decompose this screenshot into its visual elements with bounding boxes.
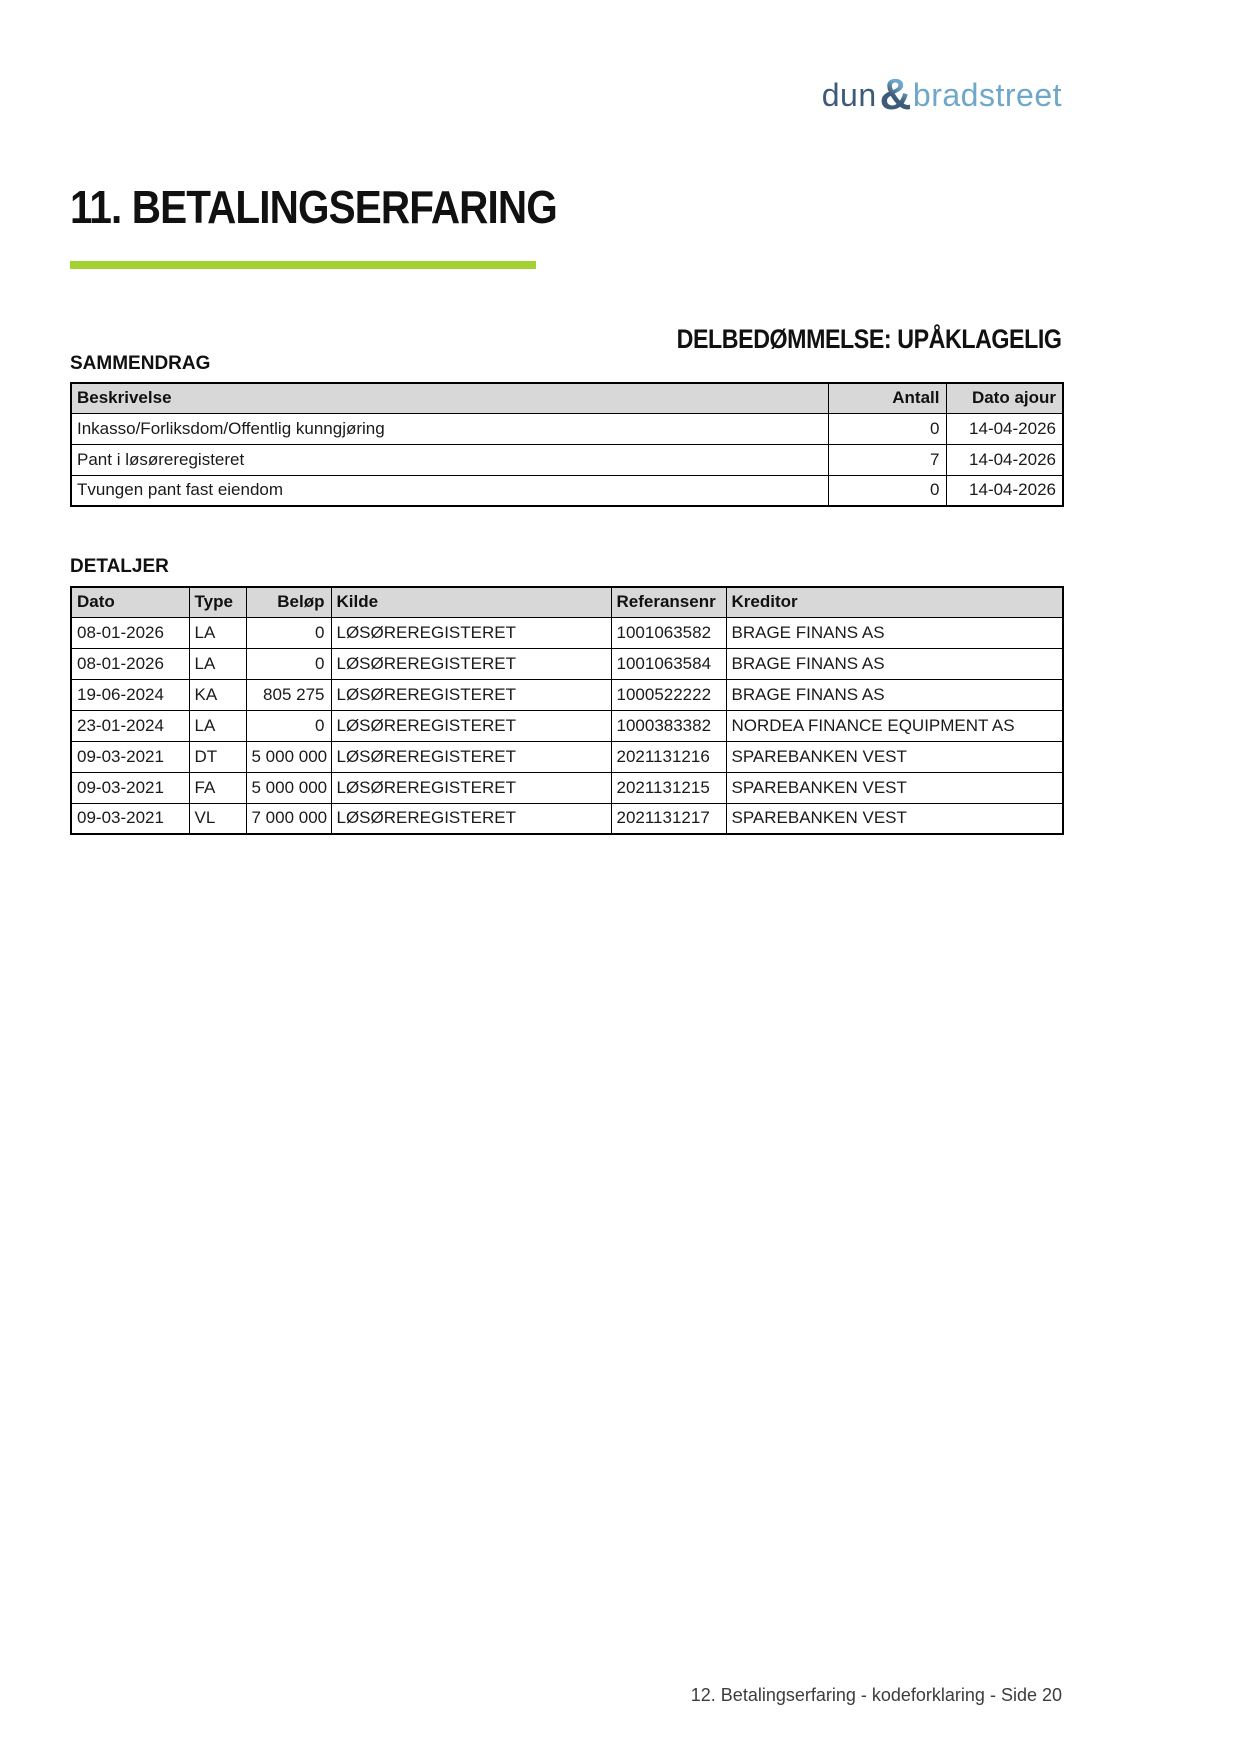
details-cell-kilde: LØSØREREGISTERET (331, 803, 611, 834)
details-cell-belop: 7 000 000 (246, 803, 331, 834)
table-row (71, 803, 1063, 834)
summary-cell-beskrivelse: Pant i løsøreregisteret (71, 444, 828, 475)
details-cell-type: LA (189, 710, 246, 741)
details-cell-dato: 09-03-2021 (71, 772, 189, 803)
summary-cell-dato-ajour: 14-04-2026 (946, 444, 1063, 475)
details-section-heading: DETALJER (70, 556, 169, 577)
details-col-kreditor: Kreditor (726, 587, 1063, 617)
summary-col-beskrivelse: Beskrivelse (71, 383, 828, 413)
summary-col-antall: Antall (828, 383, 946, 413)
summary-section-heading: SAMMENDRAG (70, 353, 211, 374)
details-col-type: Type (189, 587, 246, 617)
table-row (71, 444, 1063, 475)
details-cell-kilde: LØSØREREGISTERET (331, 710, 611, 741)
details-cell-referansenr: 2021131215 (611, 772, 726, 803)
details-cell-referansenr: 1000522222 (611, 679, 726, 710)
details-cell-kreditor: SPAREBANKEN VEST (726, 772, 1063, 803)
details-cell-referansenr: 1001063582 (611, 617, 726, 648)
details-cell-type: LA (189, 617, 246, 648)
table-row (71, 475, 1063, 506)
details-cell-belop: 0 (246, 710, 331, 741)
details-cell-referansenr: 1001063584 (611, 648, 726, 679)
details-header-row (71, 587, 1063, 617)
page-footer: 12. Betalingserfaring - kodeforklaring - Side 20 (690, 1685, 1062, 1705)
details-cell-kreditor: NORDEA FINANCE EQUIPMENT AS (726, 710, 1063, 741)
summary-cell-dato-ajour: 14-04-2026 (946, 413, 1063, 444)
table-row (71, 772, 1063, 803)
details-col-kilde: Kilde (331, 587, 611, 617)
logo-text-bradstreet: bradstreet (912, 77, 1062, 113)
details-cell-dato: 19-06-2024 (71, 679, 189, 710)
summary-col-dato-ajour: Dato ajour (946, 383, 1063, 413)
details-cell-dato: 09-03-2021 (71, 803, 189, 834)
details-cell-type: DT (189, 741, 246, 772)
details-col-dato: Dato (71, 587, 189, 617)
details-cell-dato: 08-01-2026 (71, 648, 189, 679)
dun-bradstreet-logo (821, 70, 1062, 119)
ampersand-logo-icon: & (879, 70, 912, 119)
summary-cell-beskrivelse: Tvungen pant fast eiendom (71, 475, 828, 506)
summary-cell-beskrivelse: Inkasso/Forliksdom/Offentlig kunngjøring (71, 413, 828, 444)
table-row (71, 617, 1063, 648)
details-cell-referansenr: 1000383382 (611, 710, 726, 741)
details-cell-kreditor: BRAGE FINANS AS (726, 679, 1063, 710)
details-cell-type: VL (189, 803, 246, 834)
details-cell-kreditor: SPAREBANKEN VEST (726, 803, 1063, 834)
assessment-heading: DELBEDØMMELSE: UPÅKLAGELIG (677, 324, 1062, 354)
details-cell-kilde: LØSØREREGISTERET (331, 772, 611, 803)
details-cell-type: LA (189, 648, 246, 679)
table-row (71, 413, 1063, 444)
details-cell-belop: 5 000 000 (246, 772, 331, 803)
details-cell-kreditor: SPAREBANKEN VEST (726, 741, 1063, 772)
summary-header-row (71, 383, 1063, 413)
summary-table (70, 382, 1064, 507)
details-cell-kilde: LØSØREREGISTERET (331, 648, 611, 679)
table-row (71, 741, 1063, 772)
details-cell-belop: 0 (246, 648, 331, 679)
details-cell-type: KA (189, 679, 246, 710)
details-cell-kilde: LØSØREREGISTERET (331, 741, 611, 772)
details-cell-belop: 5 000 000 (246, 741, 331, 772)
details-table (70, 586, 1064, 835)
summary-cell-antall: 0 (828, 475, 946, 506)
details-col-belop: Beløp (246, 587, 331, 617)
details-cell-belop: 805 275 (246, 679, 331, 710)
details-cell-kreditor: BRAGE FINANS AS (726, 648, 1063, 679)
details-col-referansenr: Referansenr (611, 587, 726, 617)
logo-text-dun: dun (821, 77, 877, 113)
details-cell-referansenr: 2021131217 (611, 803, 726, 834)
details-cell-dato: 08-01-2026 (71, 617, 189, 648)
table-row (71, 679, 1063, 710)
table-row (71, 710, 1063, 741)
title-accent-rule (70, 261, 536, 269)
table-row (71, 648, 1063, 679)
details-cell-belop: 0 (246, 617, 331, 648)
page-title: 11. BETALINGSERFARING (70, 181, 557, 233)
summary-cell-dato-ajour: 14-04-2026 (946, 475, 1063, 506)
summary-cell-antall: 0 (828, 413, 946, 444)
details-cell-kilde: LØSØREREGISTERET (331, 679, 611, 710)
details-cell-kreditor: BRAGE FINANS AS (726, 617, 1063, 648)
details-cell-dato: 23-01-2024 (71, 710, 189, 741)
details-cell-type: FA (189, 772, 246, 803)
details-cell-kilde: LØSØREREGISTERET (331, 617, 611, 648)
summary-cell-antall: 7 (828, 444, 946, 475)
details-cell-dato: 09-03-2021 (71, 741, 189, 772)
details-cell-referansenr: 2021131216 (611, 741, 726, 772)
